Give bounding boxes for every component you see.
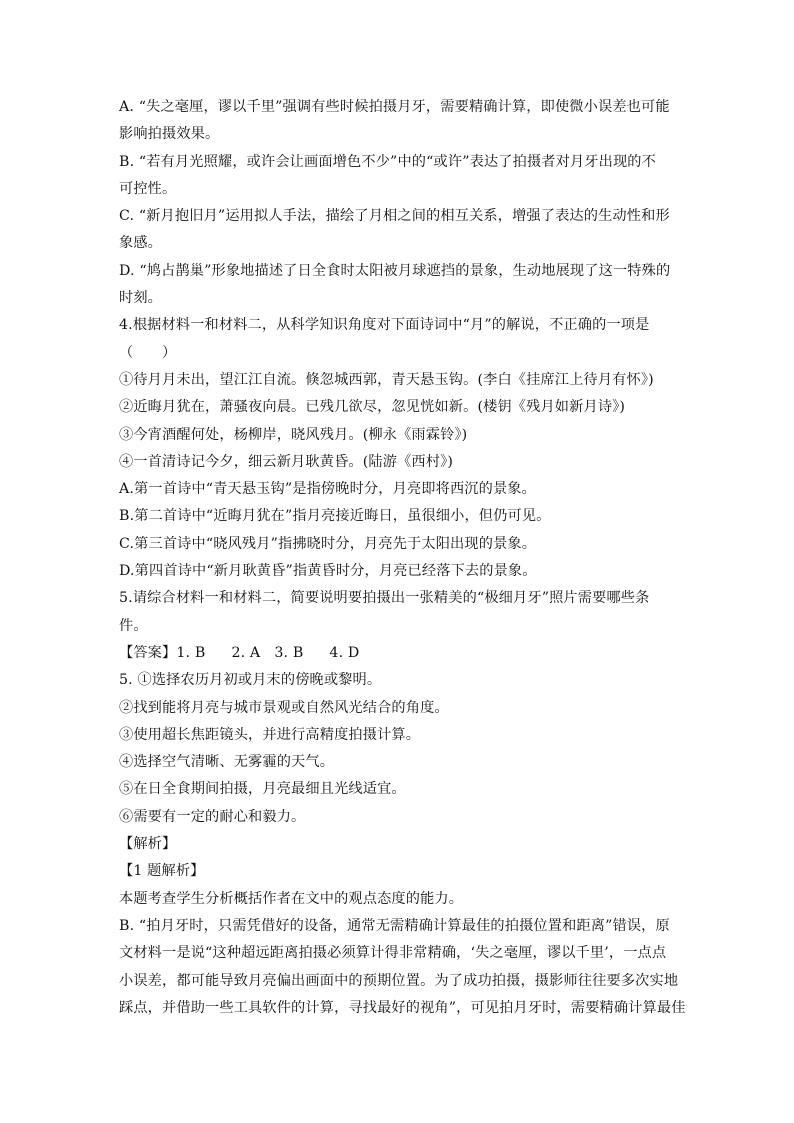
text-line: ⑥需要有一定的耐心和毅力。: [119, 808, 306, 825]
text-line: C. “新月抱旧月”运用拟人手法，描绘了月相之间的相互关系，增强了表达的生动性和形: [119, 208, 670, 225]
answer-item: 2. A: [231, 644, 261, 661]
text-line: A. “失之毫厘，谬以千里”强调有些时候拍摄月牙，需要精确计算，即使微小误差也可能: [119, 99, 670, 115]
question-text-block: [119, 94, 682, 640]
text-line: ③使用超长焦距镜头，并进行高精度拍摄计算。: [119, 726, 421, 743]
text-line: B. “拍月牙时，只需凭借好的设备，通常无需精确计算最佳的拍摄位置和距离”错误，原: [119, 917, 670, 934]
text-line: 文材料一是说“这种超远距离拍摄必须算计得非常精确，‘失之毫厘，谬以千里’，一点点: [119, 945, 667, 962]
text-line: 5. ①选择农历月初或月末的傍晚或黎明。: [119, 672, 382, 689]
text-line: 时刻。: [119, 290, 163, 307]
text-line: 4.根据材料一和材料二，从科学知识角度对下面诗词中“月”的解说，不正确的一项是: [119, 317, 650, 334]
text-line: 踩点，并借助一些工具软件的计算，寻找最好的视角”，可见拍月牙时，需要精确计算最佳: [119, 999, 686, 1016]
text-line: 可控性。: [119, 180, 177, 197]
text-line: C.第三首诗中“晓风残月”指拂晓时分，月亮先于太阳出现的景象。: [119, 535, 537, 552]
text-line: ④一首清诗记今夕，细云新月耿黄昏。(陆游《西村》): [119, 453, 454, 470]
text-line: 件。: [119, 617, 148, 634]
answer-item: 1. B: [176, 644, 206, 661]
text-line: ④选择空气清晰、无雾霾的天气。: [119, 754, 335, 771]
text-line: D.第四首诗中“新月耿黄昏”指黄昏时分，月亮已经落下去的景象。: [119, 563, 537, 580]
text-line: 【解析】: [119, 836, 177, 853]
text-line: ③今宵酒醒何处，杨柳岸，晓风残月。(柳永《雨霖铃》): [119, 426, 468, 443]
answer-label: 【答案】: [119, 644, 177, 661]
text-line: ①待月月未出，望江江自流。倏忽城西郭，青天悬玉钩。(李白《挂席江上待月有怀》): [119, 371, 654, 388]
answer-item: 4. D: [329, 644, 360, 661]
text-line: 小误差，都可能导致月亮偏出画面中的预期位置。为了成功拍摄，摄影师往往要多次实地: [119, 972, 679, 989]
answer-item: 3. B: [274, 644, 304, 661]
text-line: 【1 题解析】: [119, 863, 205, 880]
text-line: 象感。: [119, 235, 163, 252]
text-line: （ ）: [119, 344, 177, 361]
text-line: D. “鸠占鹊巢”形象地描述了日全食时太阳被月球遮挡的景象，生动地展现了这一特殊的: [119, 262, 671, 279]
text-line: 5.请综合材料一和材料二，简要说明要拍摄出一张精美的“极细月牙”照片需要哪些条: [119, 590, 650, 607]
text-line: 本题考查学生分析概括作者在文中的观点态度的能力。: [119, 890, 464, 907]
answer-row: [119, 640, 682, 667]
text-line: 影响拍摄效果。: [119, 126, 220, 143]
text-line: A.第一首诗中“青天悬玉钩”是指傍晚时分，月亮即将西沉的景象。: [119, 481, 536, 498]
analysis-text-block: [119, 667, 686, 1022]
text-line: B.第二首诗中“近晦月犹在”指月亮接近晦日，虽很细小，但仍可见。: [119, 508, 551, 525]
text-line: ②找到能将月亮与城市景观或自然风光结合的角度。: [119, 699, 449, 716]
text-line: ⑤在日全食期间拍摄，月亮最细且光线适宜。: [119, 781, 406, 798]
text-line: B. “若有月光照耀，或许会让画面增色不少”中的“或许”表达了拍摄者对月牙出现的不: [119, 153, 656, 170]
text-line: ②近晦月犹在，萧骚夜向晨。已残几欲尽，忽见恍如新。(楼钥《残月如新月诗》): [119, 399, 626, 416]
